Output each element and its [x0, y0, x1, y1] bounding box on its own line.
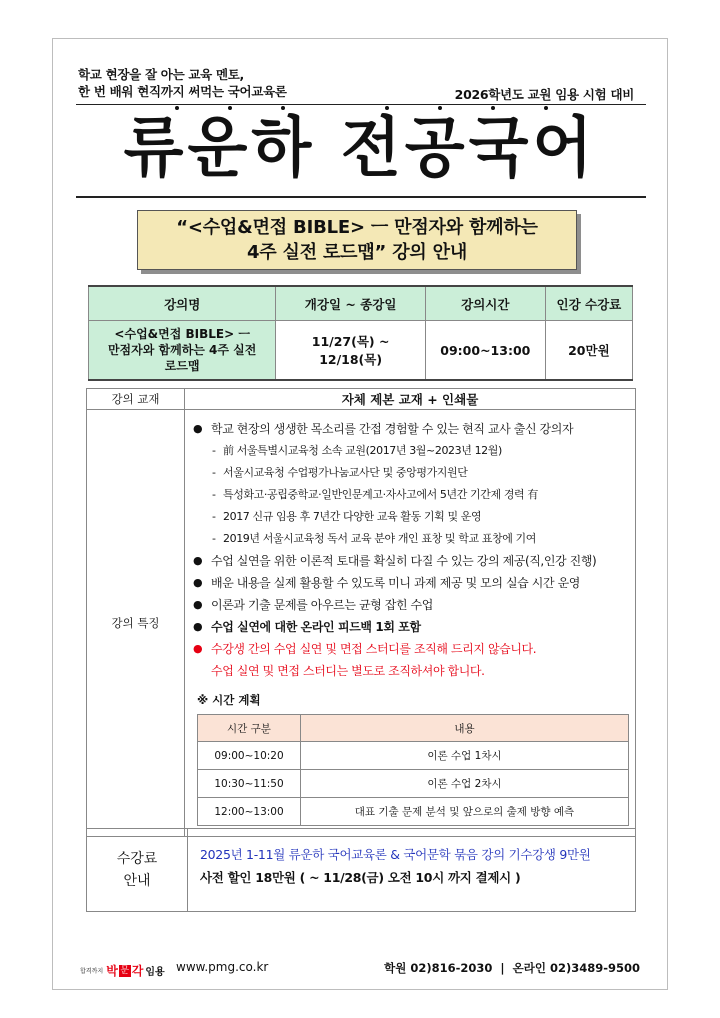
notice-item: 수업 실연 및 면접 스터디는 별도로 조직하셔야 합니다. [211, 664, 485, 678]
header-course-name: 강의명 [89, 286, 276, 321]
tagline [78, 66, 287, 100]
list-item: ● 학교 현장의 생생한 목소리를 간접 경험할 수 있는 현직 교사 출신 강의자 [193, 418, 629, 440]
banner-line2: 4주 실전 로드맵” 강의 안내 [246, 242, 468, 263]
fee-discount-line2: 사전 할인 18만원 ( ~ 11/28(금) 오전 10시 까지 결제시 ) [200, 870, 521, 885]
list-item: ● 수업 실연을 위한 이론적 토대를 확실히 다질 수 있는 강의 제공(직,인강 진행) [193, 550, 629, 572]
fee-label-line1: 수강료 [116, 851, 158, 867]
material-label: 강의 교재 [87, 389, 185, 410]
schedule-header-content: 내용 [301, 715, 629, 742]
schedule-content: 이론 수업 1차시 [301, 742, 629, 770]
exam-label: 2026학년도 교원 임용 시험 대비 [454, 87, 634, 102]
fee-box [86, 828, 636, 912]
table-row [198, 742, 629, 770]
material-value: 자체 제본 교재 + 인쇄물 [185, 389, 636, 410]
course-name-line3: 로드맵 [164, 359, 200, 373]
fee-label-line2: 안내 [123, 873, 151, 889]
page-title: 류운하 전공국어 [123, 109, 597, 186]
list-item: - 前 서울특별시교육청 소속 교원(2017년 3월~2023년 12월) [193, 440, 629, 462]
website-link[interactable]: www.pmg.co.kr [176, 960, 269, 974]
logo-text-1: 박 [106, 964, 118, 978]
list-item: ● 이론과 기출 문제를 아우르는 균형 잡힌 수업 [193, 594, 629, 616]
list-item: ● 배운 내용을 실제 활용할 수 있도록 미니 과제 제공 및 모의 실습 시간 운영 [193, 572, 629, 594]
tagline-line1: 학교 현장을 잘 아는 교육 멘토, [78, 67, 245, 82]
logo-small-text: 합격까지 [80, 968, 104, 975]
dates-cell [276, 321, 426, 381]
features-list [193, 418, 629, 682]
schedule-content: 이론 수업 2차시 [301, 770, 629, 798]
course-name-line2: 만점자와 함께하는 4주 실전 [107, 343, 257, 357]
course-name-line1: <수업&면접 BIBLE> ㅡ [114, 327, 250, 341]
dates-line1: 11/27(목) ~ [311, 334, 390, 349]
tagline-line2: 한 번 배워 현직까지 써먹는 국어교육론 [78, 84, 287, 99]
list-item: - 2019년 서울시교육청 독서 교육 분야 개인 표창 및 학교 표창에 기여 [193, 528, 629, 550]
title-divider [76, 196, 646, 198]
schedule-time: 12:00~13:00 [198, 798, 301, 826]
time-cell: 09:00~13:00 [425, 321, 545, 381]
table-row [198, 798, 629, 826]
logo-text-3: 임용 [145, 967, 165, 978]
header-divider [76, 104, 646, 105]
details-table [86, 388, 636, 837]
course-table [88, 285, 633, 381]
course-name-cell [89, 321, 276, 381]
features-label: 강의 특징 [87, 410, 185, 837]
list-item: - 서울시교육청 수업평가나눔교사단 및 중앙평가지원단 [193, 462, 629, 484]
banner-line1: “<수업&면접 BIBLE> ㅡ 만점자와 함께하는 [176, 217, 538, 238]
features-cell [185, 410, 636, 837]
header-time: 강의시간 [425, 286, 545, 321]
schedule-title: ※ 시간 계획 [197, 693, 261, 707]
header-fee: 인강 수강료 [545, 286, 632, 321]
contact-info: 학원 02)816-2030 | 온라인 02)3489-9500 [384, 961, 640, 975]
course-banner [137, 210, 577, 270]
list-item: ● 수업 실연에 대한 온라인 피드백 1회 포함 [193, 616, 629, 638]
fee-discount-line1: 2025년 1-11월 류운하 국어교육론 & 국어문학 묶음 강의 기수강생 9만원 [200, 847, 591, 862]
schedule-table [197, 714, 629, 826]
notice-item: ● 수강생 간의 수업 실연 및 면접 스터디를 조직해 드리지 않습니다. [193, 638, 629, 660]
schedule-time: 10:30~11:50 [198, 770, 301, 798]
academy-logo [80, 962, 165, 979]
schedule-header-time: 시간 구분 [198, 715, 301, 742]
logo-box: 문 [120, 965, 130, 976]
table-row [89, 321, 633, 381]
logo-text-2: 각 [131, 964, 144, 978]
fee-cell: 20만원 [545, 321, 632, 381]
dates-line2: 12/18(목) [319, 352, 383, 367]
list-item: - 특성화고·공립중학교·일반인문계고·자사고에서 5년간 기간제 경력 有 [193, 484, 629, 506]
fee-body [188, 829, 591, 911]
list-item: - 2017 신규 임용 후 7년간 다양한 교육 활동 기획 및 운영 [193, 506, 629, 528]
header-dates: 개강일 ~ 종강일 [276, 286, 426, 321]
fee-label [87, 829, 188, 911]
schedule-content: 대표 기출 문제 분석 및 앞으로의 출제 방향 예측 [301, 798, 629, 826]
schedule-time: 09:00~10:20 [198, 742, 301, 770]
table-row [198, 770, 629, 798]
